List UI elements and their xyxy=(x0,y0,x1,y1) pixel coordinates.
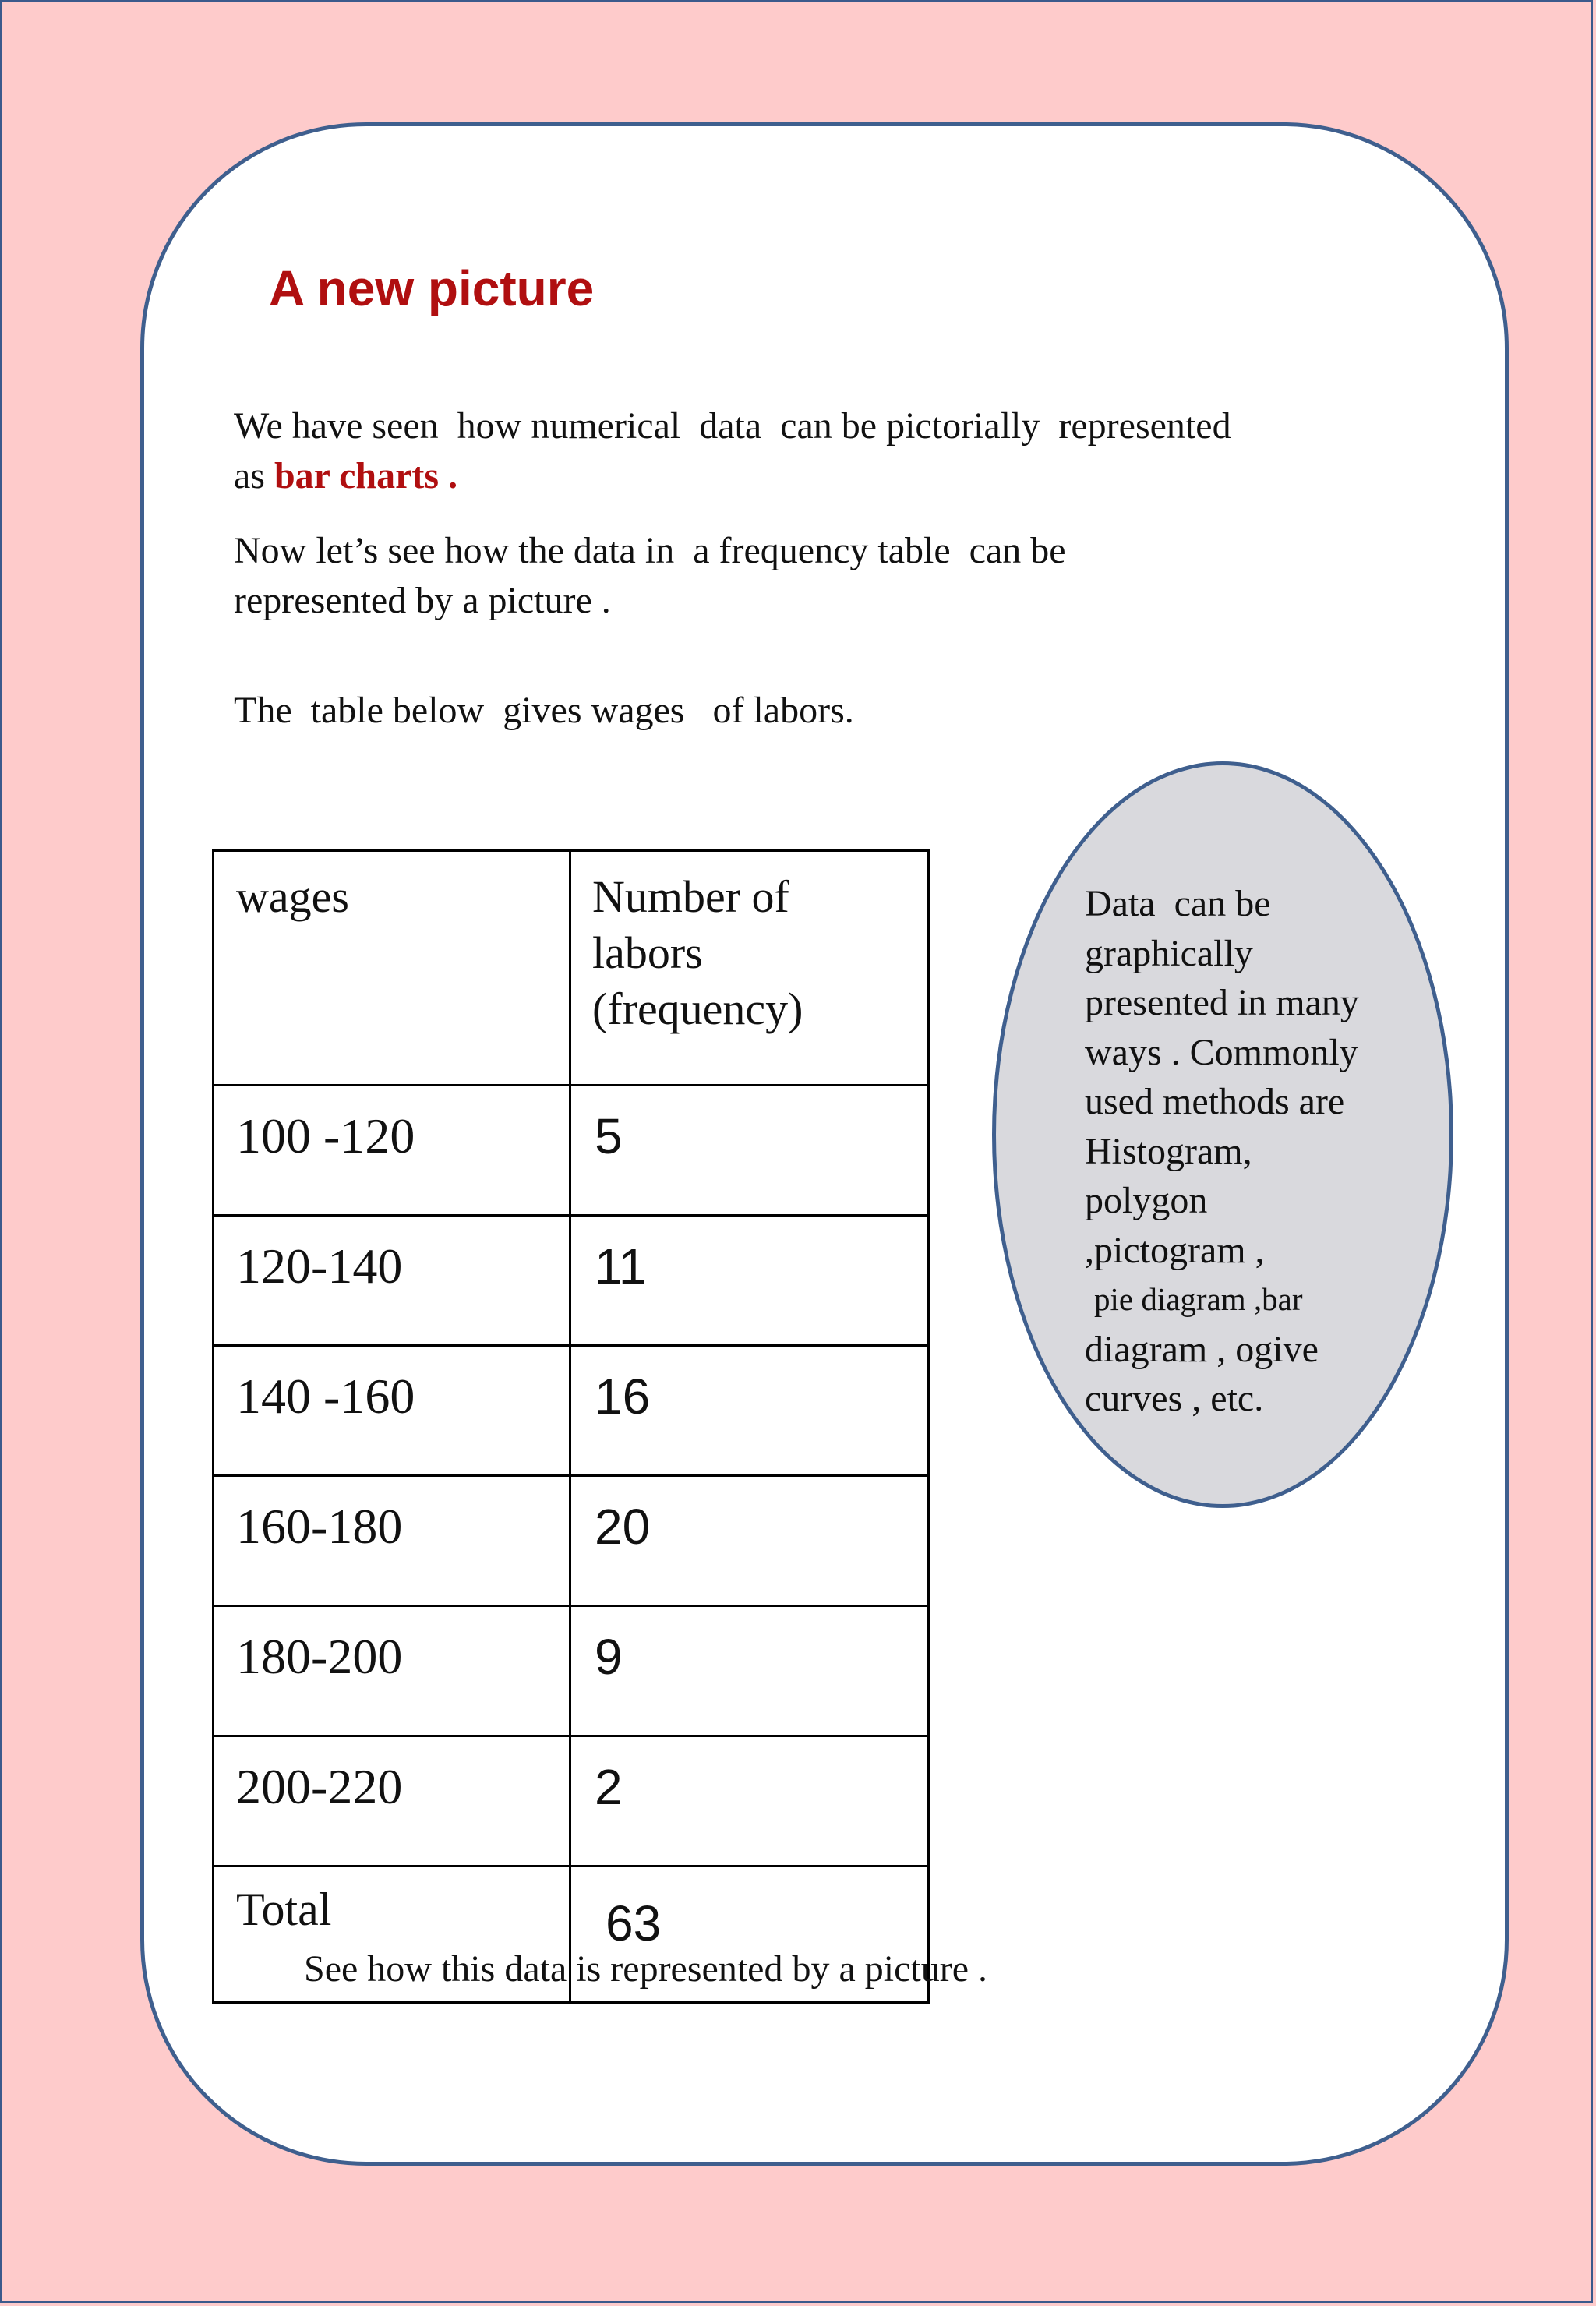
total-value-cell: 63 xyxy=(570,1866,929,2003)
note-line: Data can be xyxy=(1085,883,1271,924)
table-row xyxy=(214,1086,929,1216)
header-count-label: Number of labors (frequency) xyxy=(592,871,803,1034)
table-row xyxy=(214,1606,929,1736)
intro-line-1: We have seen how numerical data can be pictorially represented xyxy=(234,405,1231,447)
frequency-cell: 2 xyxy=(570,1736,929,1866)
frequency-cell: 20 xyxy=(570,1476,929,1606)
wage-range-cell: 160-180 xyxy=(214,1476,570,1606)
footer-text: See how this data is represented by a picture . xyxy=(304,1948,988,1990)
table-row xyxy=(214,1476,929,1606)
note-line: presented in many xyxy=(1085,982,1359,1023)
total-label-cell: Total xyxy=(214,1866,570,2003)
note-line: polygon xyxy=(1085,1180,1208,1221)
note-text xyxy=(1085,879,1420,1424)
note-line: pie diagram ,bar xyxy=(1094,1281,1303,1317)
next-line-1: Now let’s see how the data in a frequency table can be xyxy=(234,530,1066,571)
note-line: used methods are xyxy=(1085,1081,1345,1122)
header-wages-cell xyxy=(214,851,570,1086)
table-row xyxy=(214,1216,929,1346)
table-body xyxy=(214,1086,929,2003)
frequency-cell: 11 xyxy=(570,1216,929,1346)
note-line: diagram , ogive xyxy=(1085,1328,1319,1370)
wages-frequency-table xyxy=(212,849,930,2004)
wage-range-cell: 120-140 xyxy=(214,1216,570,1346)
bar-charts-highlight: bar charts . xyxy=(274,455,458,496)
frequency-cell: 9 xyxy=(570,1606,929,1736)
page-title: A new picture xyxy=(269,260,595,316)
note-line: graphically xyxy=(1085,932,1253,974)
note-line: ways . Commonly xyxy=(1085,1031,1358,1073)
note-line: curves , etc. xyxy=(1085,1378,1264,1419)
frequency-cell: 16 xyxy=(570,1346,929,1476)
note-line: ,pictogram , xyxy=(1085,1229,1265,1271)
intro-paragraph xyxy=(234,401,1231,501)
header-count-cell xyxy=(570,851,929,1086)
header-wages-label: wages xyxy=(236,871,349,922)
table-row xyxy=(214,1346,929,1476)
wage-range-cell: 100 -120 xyxy=(214,1086,570,1216)
intro-line-2-prefix: as xyxy=(234,455,274,496)
wage-range-cell: 180-200 xyxy=(214,1606,570,1736)
wage-range-cell: 140 -160 xyxy=(214,1346,570,1476)
table-row xyxy=(214,1736,929,1866)
next-line-2: represented by a picture . xyxy=(234,580,611,621)
table-caption: The table below gives wages of labors. xyxy=(234,690,854,731)
note-line: Histogram, xyxy=(1085,1130,1252,1172)
next-paragraph xyxy=(234,526,1066,626)
table-header-row xyxy=(214,851,929,1086)
frequency-cell: 5 xyxy=(570,1086,929,1216)
wage-range-cell: 200-220 xyxy=(214,1736,570,1866)
